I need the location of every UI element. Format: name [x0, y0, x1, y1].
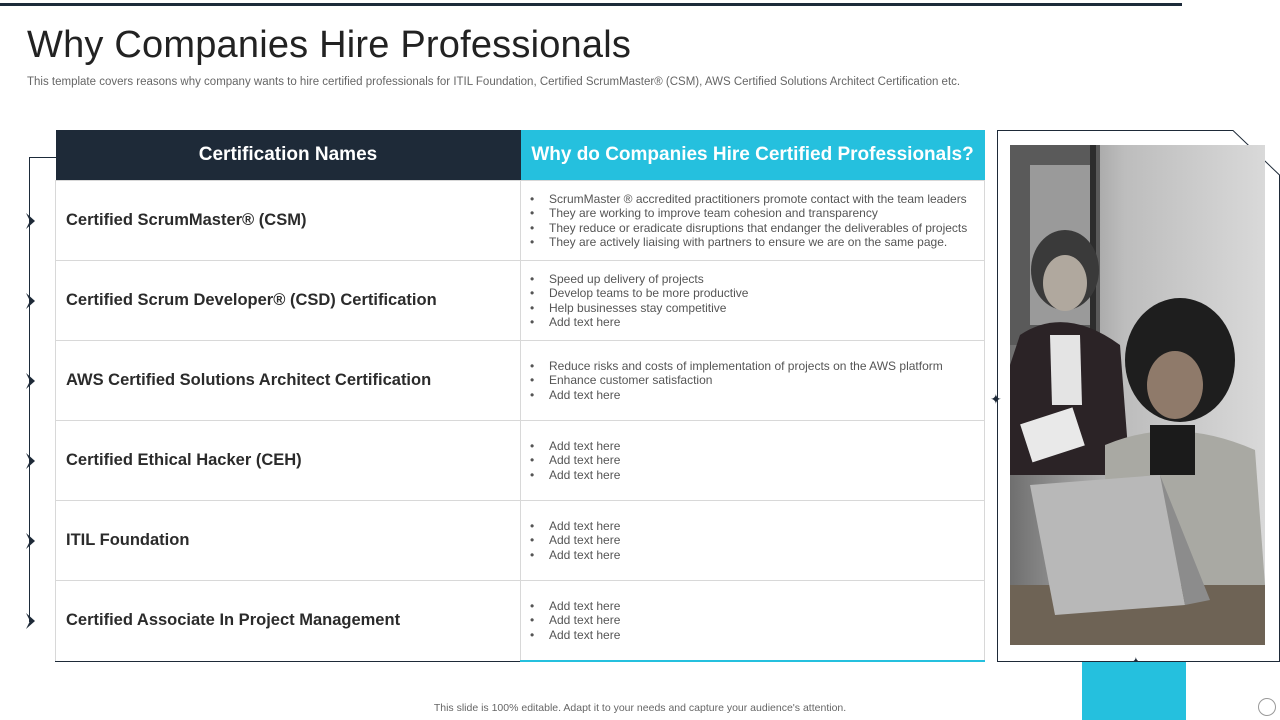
- header-why-hire: Why do Companies Hire Certified Professionals?: [521, 130, 985, 181]
- table-row: [56, 181, 985, 261]
- certification-name: Certified ScrumMaster® (CSM): [56, 181, 521, 261]
- certification-name: Certified Ethical Hacker (CEH): [56, 421, 521, 501]
- page-title: Why Companies Hire Professionals: [27, 24, 632, 66]
- reason-item: • Add text here: [549, 453, 984, 467]
- reason-item: • Develop teams to be more productive: [549, 286, 984, 300]
- reason-item: • Add text here: [549, 599, 984, 613]
- table-row: [56, 581, 985, 662]
- timeline-connector: [29, 157, 56, 158]
- page-subtitle: This template covers reasons why company wants to hire certified professionals for ITIL Foundation, Certified ScrumMaster® (CSM), AWS Certified Solutions Architect Certification etc.: [27, 76, 961, 88]
- timeline-marker-icon: [25, 373, 36, 389]
- reason-item: • ScrumMaster ® accredited practitioners promote contact with the team leaders: [549, 192, 984, 206]
- reason-item: • They reduce or eradicate disruptions that endanger the deliverables of projects: [549, 221, 984, 235]
- table-row: [56, 421, 985, 501]
- certification-table: [55, 130, 985, 662]
- reason-item: • Add text here: [549, 533, 984, 547]
- reasons-list: [529, 599, 984, 642]
- reasons-cell: [521, 261, 985, 341]
- certification-name: Certified Scrum Developer® (CSD) Certification: [56, 261, 521, 341]
- footer-note: This slide is 100% editable. Adapt it to your needs and capture your audience's attention.: [433, 702, 847, 714]
- reason-item: • Add text here: [549, 519, 984, 533]
- reason-item: • Enhance customer satisfaction: [549, 373, 984, 387]
- reason-item: • Speed up delivery of projects: [549, 272, 984, 286]
- reasons-list: [529, 272, 984, 329]
- reason-item: • Add text here: [549, 315, 984, 329]
- top-rule: [0, 3, 1182, 6]
- reasons-cell: [521, 181, 985, 261]
- reason-item: • Add text here: [549, 548, 984, 562]
- certification-name: ITIL Foundation: [56, 501, 521, 581]
- reason-item: • They are working to improve team cohesion and transparency: [549, 206, 984, 220]
- reasons-cell: [521, 421, 985, 501]
- corner-circle-icon: [1258, 698, 1276, 716]
- timeline-marker-icon: [25, 533, 36, 549]
- table-row: [56, 261, 985, 341]
- timeline-marker-icon: [25, 453, 36, 469]
- timeline-marker-icon: [25, 213, 36, 229]
- reason-item: • Add text here: [549, 468, 984, 482]
- sparkle-icon: ✦: [990, 391, 1002, 407]
- timeline-marker-icon: [25, 613, 36, 629]
- reasons-cell: [521, 501, 985, 581]
- reason-item: • Reduce risks and costs of implementation of projects on the AWS platform: [549, 359, 984, 373]
- table-row: [56, 501, 985, 581]
- reason-item: • Add text here: [549, 628, 984, 642]
- certification-name: AWS Certified Solutions Architect Certification: [56, 341, 521, 421]
- reasons-list: [529, 359, 984, 402]
- table-row: [56, 341, 985, 421]
- reason-item: • Help businesses stay competitive: [549, 301, 984, 315]
- reason-item: • Add text here: [549, 613, 984, 627]
- reason-item: • Add text here: [549, 388, 984, 402]
- reasons-list: [529, 192, 984, 249]
- header-certification-names: Certification Names: [56, 130, 521, 181]
- reasons-list: [529, 519, 984, 562]
- timeline-marker-icon: [25, 293, 36, 309]
- table-header-row: [56, 130, 985, 181]
- reasons-cell: [521, 341, 985, 421]
- reasons-list: [529, 439, 984, 482]
- reason-item: • They are actively liaising with partners to ensure we are on the same page.: [549, 235, 984, 249]
- office-photo: [1010, 145, 1265, 645]
- reasons-cell: [521, 581, 985, 662]
- reason-item: • Add text here: [549, 439, 984, 453]
- certification-name: Certified Associate In Project Management: [56, 581, 521, 662]
